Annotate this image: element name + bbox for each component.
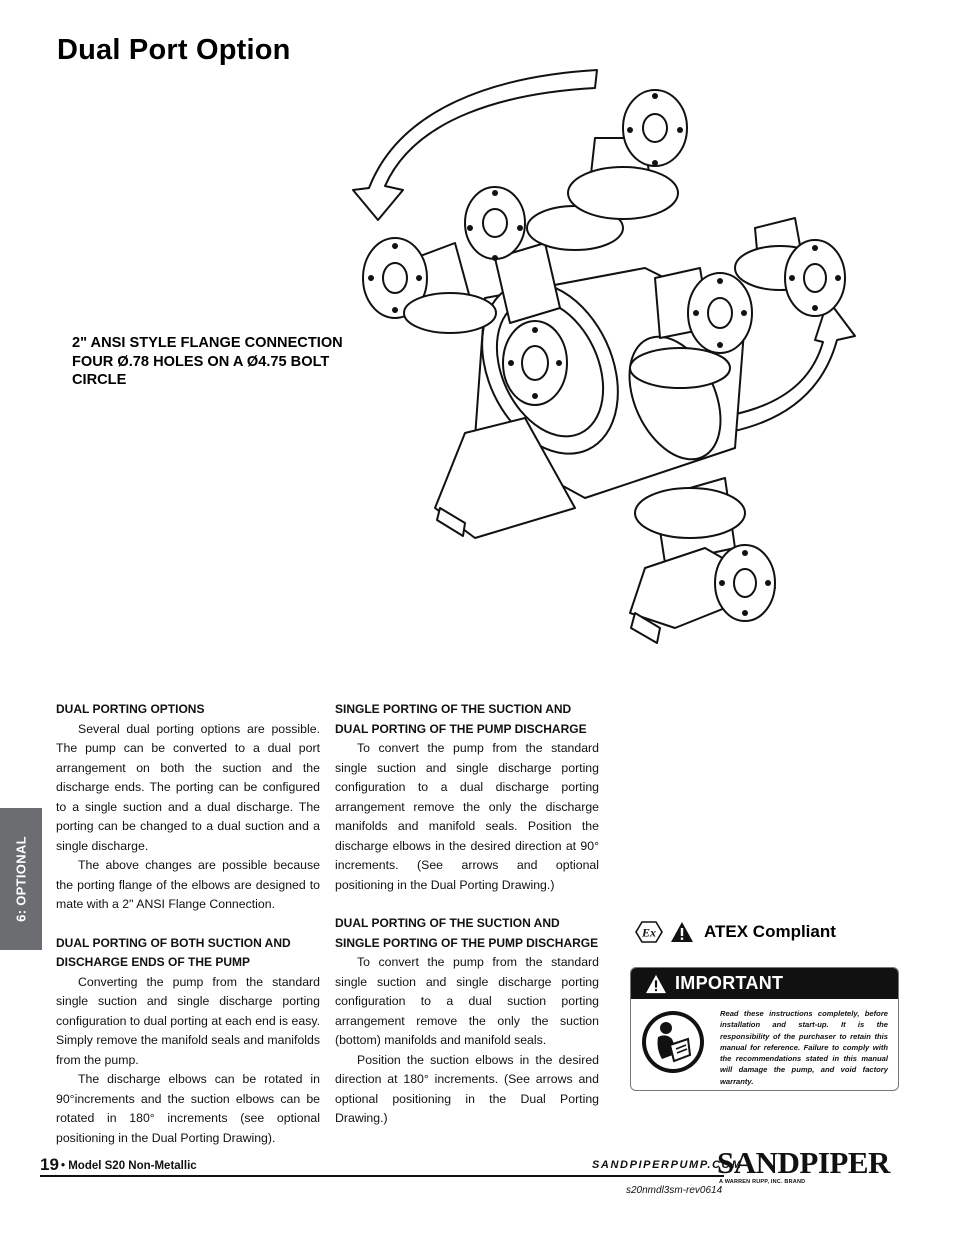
important-text: Read these instructions completely, before installation and start-up. It is the responsibility of the purchaser to retain this manual for reference. Failure to comply with the recommendations stated in this manual will damage the pump, and void factory warranty. xyxy=(720,1009,888,1086)
side-tab-label: 6: OPTIONAL xyxy=(13,836,29,922)
middle-column xyxy=(335,700,599,1129)
logo-tagline: A WARREN RUPP, INC. BRAND xyxy=(719,1179,806,1185)
logo-wordmark: SANDPIPER xyxy=(717,1145,890,1180)
paragraph: To convert the pump from the standard single suction and single discharge porting configuration to a dual suction porting arrangement remove the only the suction (bottom) manifolds and manifold seals. xyxy=(335,955,599,1047)
warning-icon xyxy=(645,974,667,994)
paragraph: The discharge elbows can be rotated in 90°increments and the suction elbows can be rotated in 180° increments (see optional positioning in the Dual Porting Drawing). xyxy=(56,1072,320,1145)
left-column xyxy=(56,700,320,1148)
flange-connection-note: 2" ANSI STYLE FLANGE CONNECTION FOUR Ø.78 HOLES ON A Ø4.75 BOLT CIRCLE xyxy=(72,335,343,388)
paragraph: Several dual porting options are possible. The pump can be converted to a dual port arrangement on both the suction and the discharge ends. The porting can be configured to a single suction and a dual discharge. The porting can be changed to a dual suction and a single discharge. xyxy=(56,721,320,853)
paragraph: The above changes are possible because the porting flange of the elbows are designed to mate with a 2" ANSI Flange Connection. xyxy=(56,858,320,911)
section-side-tab xyxy=(0,808,42,950)
section-heading: DUAL PORTING OF THE SUCTION AND SINGLE PORTING OF THE PUMP DISCHARGE xyxy=(335,916,599,950)
svg-text:Ex: Ex xyxy=(641,925,657,940)
paragraph: To convert the pump from the standard single suction and single discharge porting configuration to a dual discharge porting arrangement remove the only the discharge manifolds and manifold seals. Position the discharge elbows in the desired direction at 90° increments. (See arrows and optional positioning in the Dual Porting Drawing.) xyxy=(335,741,599,892)
dual-porting-drawing xyxy=(345,68,885,668)
important-header xyxy=(631,968,898,999)
footer-rule xyxy=(40,1175,724,1177)
page-number: 19 xyxy=(40,1155,59,1174)
section-heading: DUAL PORTING OPTIONS xyxy=(56,702,205,716)
read-manual-icon xyxy=(640,1009,706,1075)
paragraph: Converting the pump from the standard single suction and single discharge porting configuration to dual porting at each end is easy. Simply remove the manifold seals and manifolds from the pump. xyxy=(56,974,320,1067)
document-id: s20nmdl3sm-rev0614 xyxy=(626,1185,723,1196)
model-name: • Model S20 Non-Metallic xyxy=(61,1160,197,1172)
website-link[interactable]: SANDPIPERPUMP.COM xyxy=(592,1159,743,1171)
section-heading: DUAL PORTING OF BOTH SUCTION AND DISCHARGE ENDS OF THE PUMP xyxy=(56,935,291,969)
warning-icon xyxy=(670,921,694,943)
important-title: IMPORTANT xyxy=(675,973,784,993)
sandpiper-logo xyxy=(717,1145,902,1193)
section-heading: SINGLE PORTING OF THE SUCTION AND DUAL PORTING OF THE PUMP DISCHARGE xyxy=(335,702,587,736)
ex-icon xyxy=(634,920,664,944)
important-notice xyxy=(630,967,899,1091)
page-title: Dual Port Option xyxy=(57,34,291,66)
atex-compliance xyxy=(634,920,836,944)
paragraph: Position the suction elbows in the desired direction at 180° increments. (See arrows and optional positioning in the Dual Porting Drawing.) xyxy=(335,1052,599,1125)
atex-label: ATEX Compliant xyxy=(704,922,836,941)
